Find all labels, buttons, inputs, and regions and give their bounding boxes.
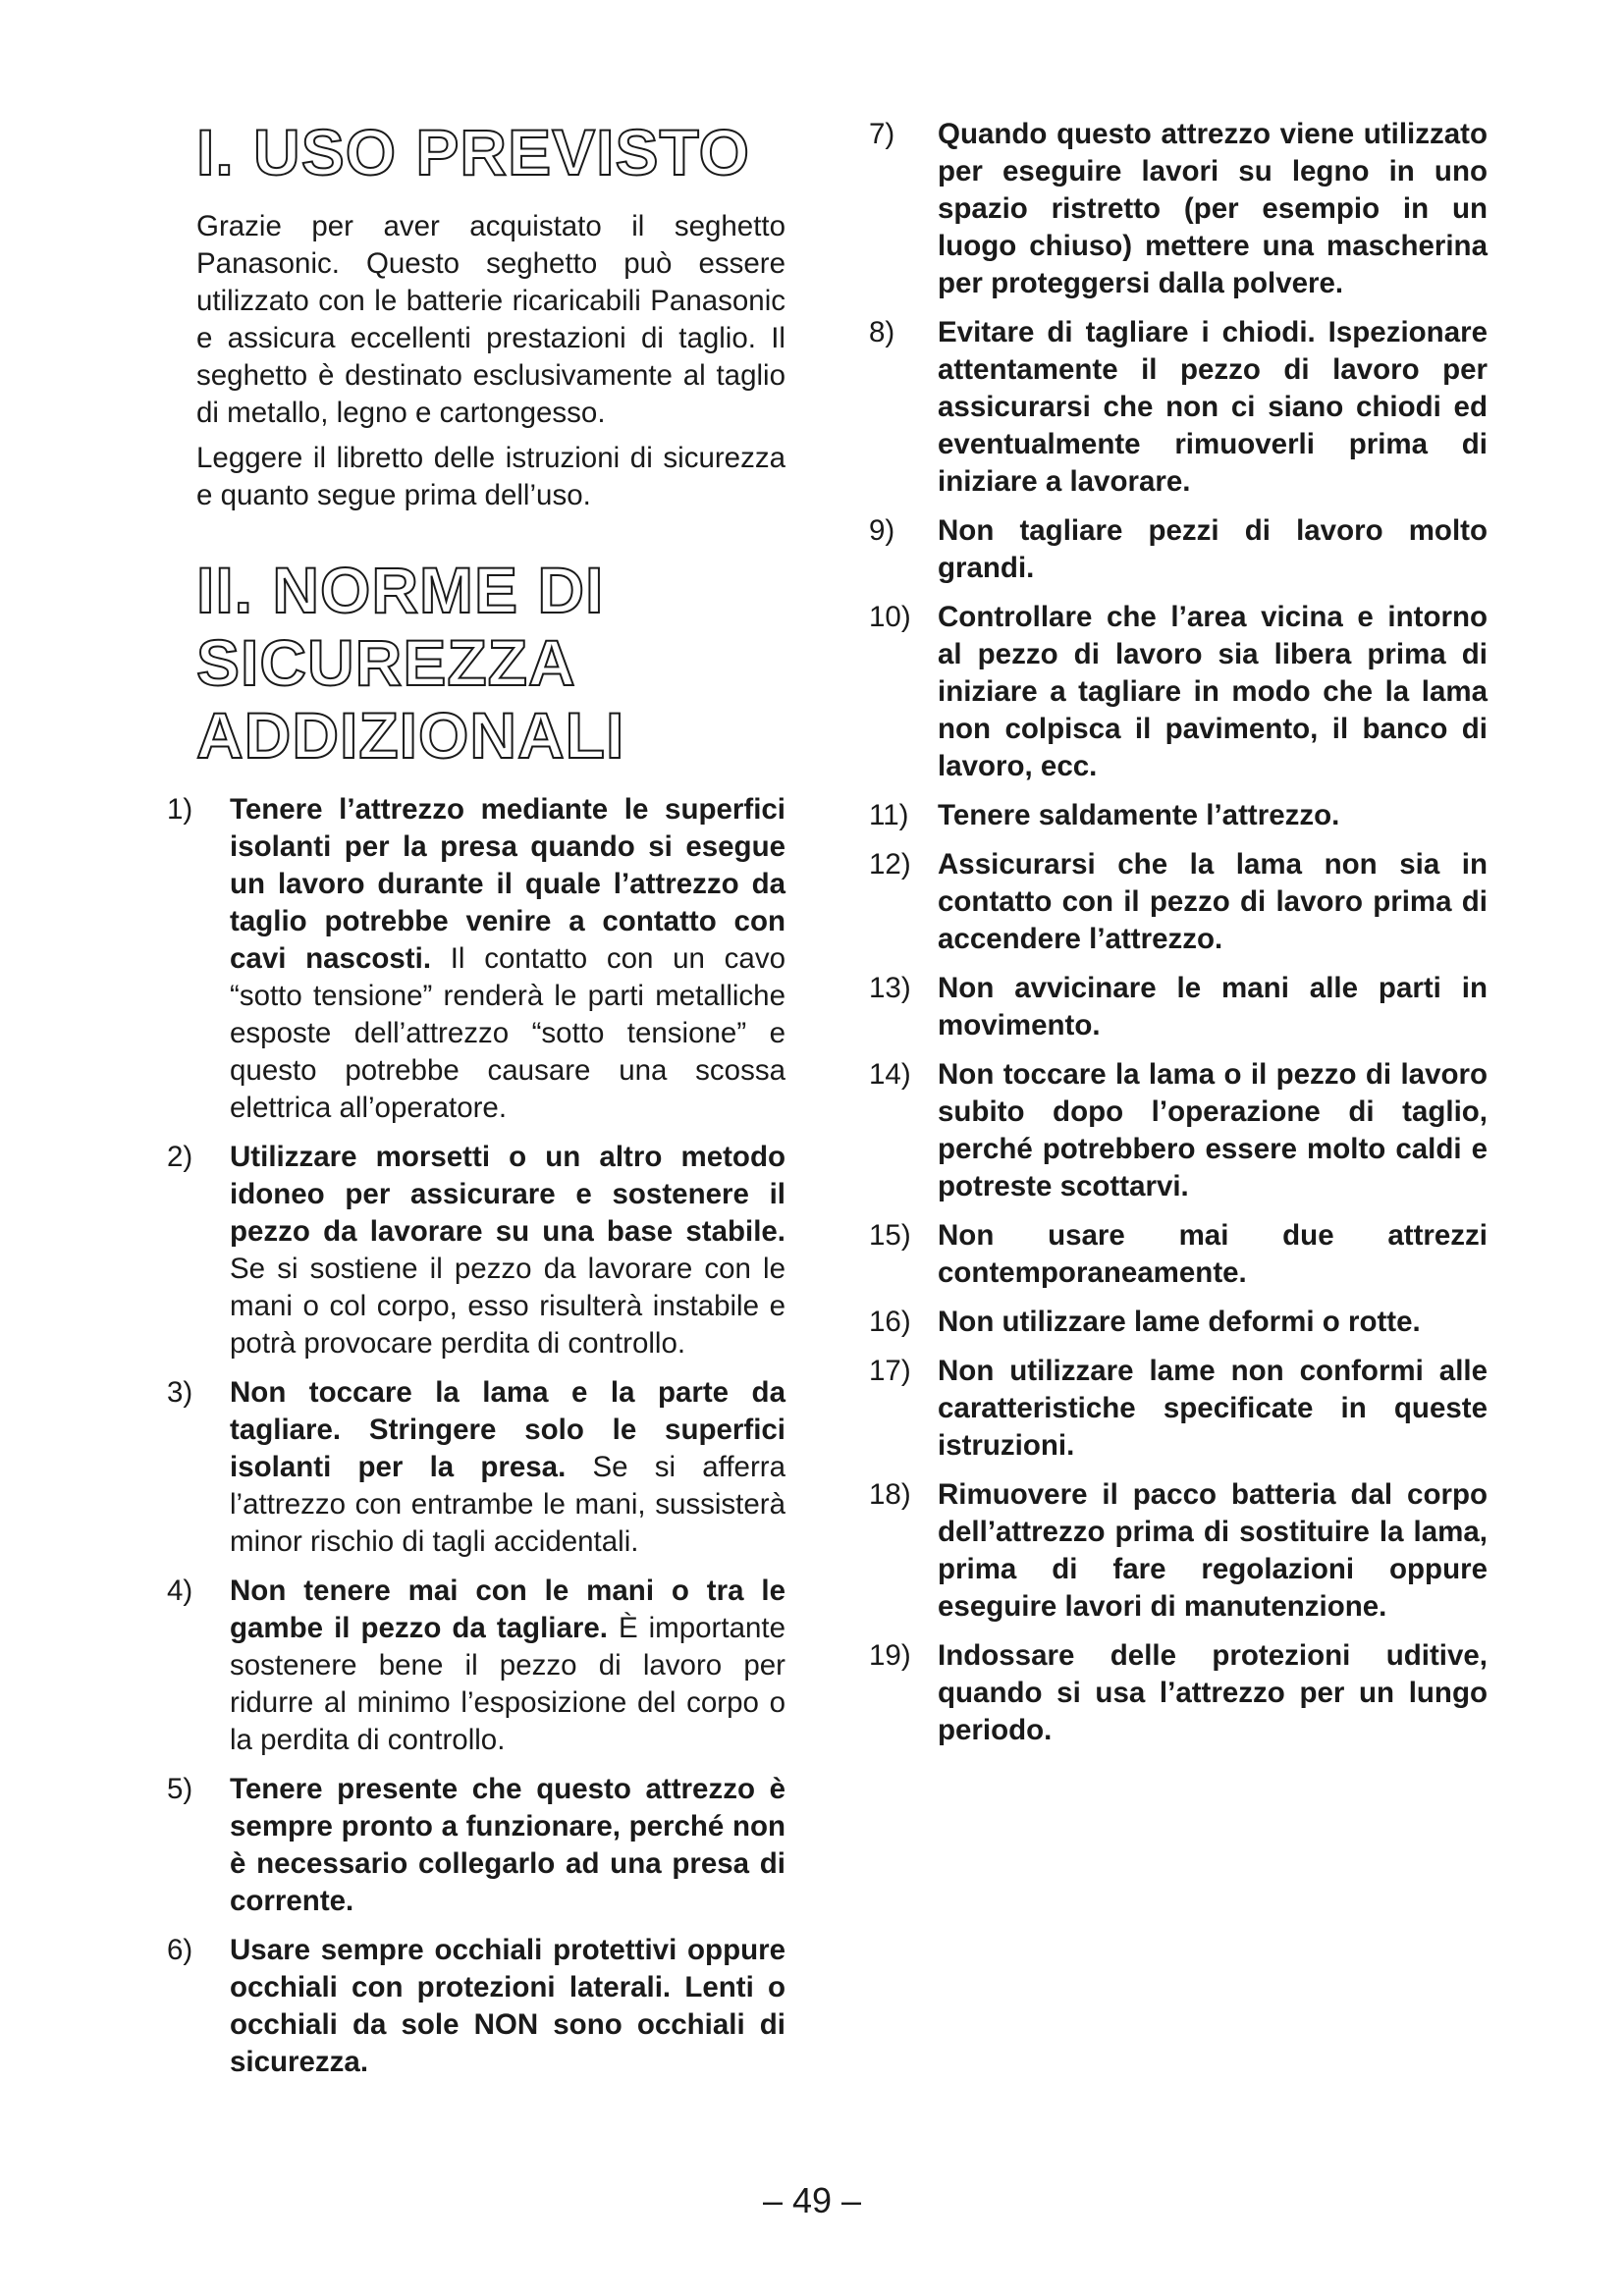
rule-bold-text: Rimuovere il pacco batteria dal corpo dell’attrezzo prima di sostituire la lama, prima di fare regolazioni oppure eseguire lavori di manutenzione.: [938, 1478, 1488, 1623]
rule-number: 13): [869, 972, 911, 1004]
safety-rule-item: [167, 1374, 786, 1561]
rule-number: 17): [869, 1355, 911, 1387]
safety-rule-item: [869, 970, 1488, 1044]
rule-text: È importante sostenere bene il pezzo di lavoro per ridurre al minimo l’esposizione del corpo o la perdita di controllo.: [230, 1612, 785, 1756]
section-title-safety: [196, 554, 785, 772]
page-number: – 49 –: [762, 2180, 862, 2220]
rule-bold-text: Non usare mai due attrezzi contemporaneamente.: [938, 1219, 1488, 1289]
section-name: NORME DI SICUREZZA ADDIZIONALI: [196, 554, 625, 772]
rule-number: 7): [869, 118, 895, 150]
rule-number: 14): [869, 1058, 911, 1091]
safety-rule-item: [869, 1304, 1488, 1341]
safety-rule-item: [869, 116, 1488, 302]
safety-rule-item: [869, 846, 1488, 958]
section-name: USO PREVISTO: [253, 116, 750, 188]
rule-number: 6): [167, 1934, 193, 1966]
safety-rules-list: [167, 791, 786, 2081]
right-column: [869, 116, 1488, 1761]
left-column: [167, 116, 786, 2093]
safety-rule-item: [869, 1353, 1488, 1465]
safety-rule-item: [869, 314, 1488, 501]
rule-bold-text: Tenere presente che questo attrezzo è sempre pronto a funzionare, perché non è necessario collegarlo ad una presa di corrente.: [230, 1773, 785, 1917]
safety-rule-item: [869, 1056, 1488, 1205]
safety-rule-item: [869, 599, 1488, 785]
rule-bold-text: Tenere l’attrezzo mediante le superfici isolanti per la presa quando si esegue un lavoro durante il quale l’attrezzo da taglio potrebbe venire a contatto con cavi nascosti.: [230, 793, 785, 975]
safety-rule-item: [167, 791, 785, 1127]
rule-number: 10): [869, 601, 911, 633]
rule-text: Se si sostiene il pezzo da lavorare con le mani o col corpo, esso risulterà instabile e potrà provocare perdita di controllo.: [230, 1253, 785, 1360]
rule-bold-text: Utilizzare morsetti o un altro metodo idoneo per assicurare e sostenere il pezzo da lavorare su una base stabile.: [230, 1141, 785, 1248]
intro-paragraph: Grazie per aver acquistato il seghetto Panasonic. Questo seghetto può essere utilizzato con le batterie ricaricabili Panasonic e assicura eccellenti prestazioni di taglio. Il seghetto è destinato esclusivamente al taglio di metallo, legno e cartongesso.: [196, 210, 785, 429]
rule-bold-text: Non utilizzare lame deformi o rotte.: [938, 1306, 1421, 1338]
rule-text: Il contatto con un cavo “sotto tensione” renderà le parti metalliche esposte dell’attrezzo “sotto tensione” e questo potrebbe causare una scossa elettrica all’operatore.: [230, 942, 785, 1124]
safety-rule-item: [869, 797, 1488, 834]
rule-bold-text: Non tenere mai con le mani o tra le gambe il pezzo da tagliare.: [230, 1575, 785, 1644]
section-number: I.: [196, 116, 235, 188]
safety-rules-list: [869, 116, 1488, 1749]
rule-number: 19): [869, 1639, 911, 1672]
rule-bold-text: Assicurarsi che la lama non sia in contatto con il pezzo di lavoro prima di accendere l’attrezzo.: [938, 848, 1488, 955]
section-title-intended-use: [196, 116, 785, 188]
safety-rule-item: [167, 1771, 785, 1920]
rule-bold-text: Tenere saldamente l’attrezzo.: [938, 799, 1340, 831]
rule-number: 5): [167, 1773, 193, 1805]
rule-number: 16): [869, 1306, 911, 1338]
intro-paragraph: Leggere il libretto delle istruzioni di sicurezza e quanto segue prima dell’uso.: [196, 442, 785, 511]
rule-number: 11): [869, 799, 909, 831]
safety-rule-item: [167, 1573, 785, 1759]
rule-number: 18): [869, 1478, 911, 1511]
rule-number: 9): [869, 514, 895, 547]
rule-bold-text: Usare sempre occhiali protettivi oppure occhiali con protezioni laterali. Lenti o occhiali da sole NON sono occhiali di sicurezza.: [230, 1934, 785, 2078]
rule-number: 8): [869, 316, 895, 348]
rule-bold-text: Controllare che l’area vicina e intorno al pezzo di lavoro sia libera prima di iniziare a tagliare in modo che la lama non colpisca il pavimento, il banco di lavoro, ecc.: [938, 601, 1488, 782]
safety-rule-item: [167, 1139, 785, 1362]
rule-number: 12): [869, 848, 911, 881]
safety-rule-item: [869, 1476, 1488, 1626]
rule-bold-text: Non utilizzare lame non conformi alle caratteristiche specificate in queste istruzioni.: [938, 1355, 1488, 1462]
rule-bold-text: Quando questo attrezzo viene utilizzato per eseguire lavori su legno in uno spazio ristretto (per esempio in un luogo chiuso) mettere una mascherina per proteggersi dalla polvere.: [938, 118, 1488, 299]
rule-number: 3): [167, 1376, 193, 1409]
rule-bold-text: Non tagliare pezzi di lavoro molto grandi.: [938, 514, 1488, 584]
safety-rule-item: [869, 1217, 1488, 1292]
rule-number: 2): [167, 1141, 193, 1173]
rule-bold-text: Non toccare la lama e la parte da tagliare. Stringere solo le superfici isolanti per la presa.: [230, 1376, 785, 1483]
rule-text: Se si afferra l’attrezzo con entrambe le mani, sussisterà minor rischio di tagli accidentali.: [230, 1451, 786, 1558]
rule-number: 4): [167, 1575, 193, 1607]
safety-rule-item: [167, 1932, 785, 2081]
rule-bold-text: Indossare delle protezioni uditive, quando si usa l’attrezzo per un lungo periodo.: [938, 1639, 1488, 1746]
rule-bold-text: Non toccare la lama o il pezzo di lavoro subito dopo l’operazione di taglio, perché potrebbero essere molto caldi e potreste scottarvi.: [938, 1058, 1488, 1202]
safety-rule-item: [869, 1637, 1488, 1749]
safety-rule-item: [869, 512, 1488, 587]
section-number: II.: [196, 554, 254, 626]
rule-bold-text: Non avvicinare le mani alle parti in movimento.: [938, 972, 1488, 1041]
rule-bold-text: Evitare di tagliare i chiodi. Ispezionare attentamente il pezzo di lavoro per assicurarsi che non ci siano chiodi ed eventualmente rimuoverli prima di iniziare a lavorare.: [938, 316, 1488, 498]
rule-number: 1): [167, 793, 193, 826]
rule-number: 15): [869, 1219, 911, 1252]
